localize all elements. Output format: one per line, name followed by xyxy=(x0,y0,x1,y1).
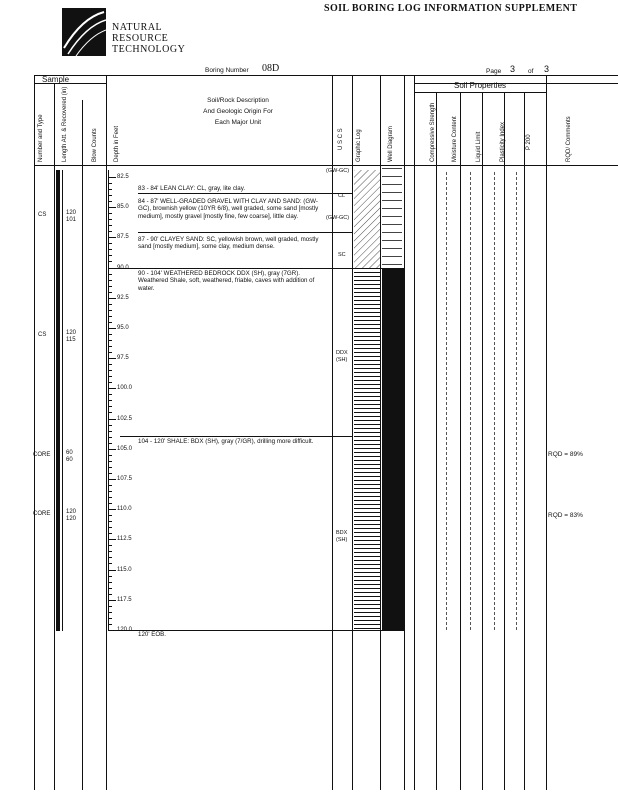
well-upper xyxy=(382,168,402,268)
depth-minor-tick xyxy=(108,563,112,564)
col-line-1 xyxy=(54,83,55,790)
depth-minor-tick xyxy=(108,249,112,250)
depth-label: 100.0 xyxy=(117,385,133,391)
soilprops-underline xyxy=(414,83,618,84)
well-lower xyxy=(382,268,404,630)
depth-minor-tick xyxy=(108,497,112,498)
depth-minor-tick xyxy=(108,557,112,558)
logo-mark xyxy=(62,8,106,56)
depth-minor-tick xyxy=(108,274,112,275)
boundary-87 xyxy=(138,232,352,233)
logo-line-2: RESOURCE xyxy=(112,33,169,44)
blow-counts-header: Blow Counts xyxy=(92,128,98,162)
page-title: SOIL BORING LOG INFORMATION SUPPLEMENT xyxy=(324,3,578,14)
prop-liquid-header: Liquid Limit xyxy=(476,131,482,162)
depth-minor-tick xyxy=(108,618,112,619)
logo-line-1: NATURAL xyxy=(112,22,163,33)
depth-minor-tick xyxy=(108,213,112,214)
logo-line-3: TECHNOLOGY xyxy=(112,44,186,55)
col-line-14 xyxy=(546,75,547,790)
soilprops-box-line xyxy=(414,92,546,93)
depth-minor-tick xyxy=(108,364,112,365)
logo-swoosh-icon xyxy=(62,8,106,56)
desc-weathered-bedrock: 90 - 104' WEATHERED BEDROCK DDX (SH), gray (7GR). Weathered Shale, soft, weathered, friable, caves with addition of water. xyxy=(138,270,315,292)
col-line-6 xyxy=(380,75,381,790)
hatch-pattern-icon xyxy=(354,170,380,268)
well-diagram-header: Well Diagram xyxy=(388,126,394,162)
uscs-gwgc-1: (GW-GC) xyxy=(326,168,350,174)
col-line-8 xyxy=(414,75,415,790)
depth-minor-tick xyxy=(108,467,112,468)
depth-minor-tick xyxy=(108,394,112,395)
depth-tick xyxy=(108,237,116,238)
depth-tick xyxy=(108,539,116,540)
depth-minor-tick xyxy=(108,461,112,462)
depth-minor-tick xyxy=(108,485,112,486)
boundary-104 xyxy=(120,436,352,437)
depth-minor-tick xyxy=(108,183,112,184)
desc-eob: 120' EOB. xyxy=(138,631,167,638)
depth-tick xyxy=(108,479,116,480)
prop-trace-3 xyxy=(494,172,495,630)
prop-trace-4 xyxy=(516,172,517,630)
depth-minor-tick xyxy=(108,316,112,317)
sample-4-number: CORE xyxy=(33,511,51,517)
boundary-120 xyxy=(108,630,404,631)
boring-label: Boring Number xyxy=(205,67,249,74)
depth-minor-tick xyxy=(108,255,112,256)
sample-3-length: 60 xyxy=(66,450,73,456)
uscs-gwgc-2: (GW-GC) xyxy=(326,215,350,221)
col-line-2 xyxy=(82,100,83,790)
desc-gravel: 84 - 87' WELL-GRADED GRAVEL WITH CLAY AND SAND: (GW-GC), brownish yellow (10YR 6/8), well graded, some sand [mostly medium], mostly gravel [mostly fine, few coarse], little clay. xyxy=(138,198,319,220)
sample-1-length: 120 xyxy=(66,210,77,216)
depth-minor-tick xyxy=(108,376,112,377)
depth-label: 87.5 xyxy=(117,234,129,240)
depth-minor-tick xyxy=(108,515,112,516)
depth-label: 105.0 xyxy=(117,446,133,452)
depth-minor-tick xyxy=(108,280,112,281)
depth-minor-tick xyxy=(108,425,112,426)
depth-minor-tick xyxy=(108,370,112,371)
depth-label: 102.5 xyxy=(117,416,133,422)
depth-label: 115.0 xyxy=(117,567,132,573)
logo-text xyxy=(112,22,185,55)
sample-4-recovered: 120 xyxy=(66,516,77,522)
col-line-11 xyxy=(482,92,483,790)
depth-minor-tick xyxy=(108,261,112,262)
sample-bar-edge xyxy=(62,170,63,631)
depth-minor-tick xyxy=(108,292,112,293)
depth-minor-tick xyxy=(108,527,112,528)
depth-label: 82.5 xyxy=(117,174,129,180)
sample-3-recovered: 60 xyxy=(66,457,73,463)
boundary-84 xyxy=(138,193,352,194)
depth-minor-tick xyxy=(108,219,112,220)
uscs-bdx: BDX (SH) xyxy=(336,530,348,543)
depth-label: 92.5 xyxy=(117,295,129,301)
sample-bar xyxy=(56,170,60,631)
depth-minor-tick xyxy=(108,443,112,444)
depth-minor-tick xyxy=(108,491,112,492)
depth-minor-tick xyxy=(108,533,112,534)
rqd-2: RQD = 83% xyxy=(548,512,583,519)
sample-2-length: 120 xyxy=(66,330,77,336)
graphic-log-header: Graphic Log xyxy=(356,129,362,162)
length-recovered-header: Length Att. & Recovered (in) xyxy=(62,86,68,162)
depth-minor-tick xyxy=(108,576,112,577)
depth-tick xyxy=(108,177,116,178)
depth-minor-tick xyxy=(108,201,112,202)
uscs-sc: SC xyxy=(338,252,346,258)
depth-label: 120.0 xyxy=(117,627,133,633)
prop-trace-1 xyxy=(446,172,447,630)
depth-tick xyxy=(108,570,116,571)
depth-label: 95.0 xyxy=(117,325,129,331)
depth-label: 97.5 xyxy=(117,355,129,361)
graphic-log-shale xyxy=(354,268,380,630)
rqd-header: RQD/ Comments xyxy=(566,116,572,162)
depth-minor-tick xyxy=(108,310,112,311)
col-line-0 xyxy=(34,75,35,790)
depth-label: 110.0 xyxy=(117,506,132,512)
depth-minor-tick xyxy=(108,225,112,226)
depth-label: 112.5 xyxy=(117,536,132,542)
col-line-3 xyxy=(106,75,107,790)
depth-minor-tick xyxy=(108,340,112,341)
depth-tick xyxy=(108,328,116,329)
desc-lean-clay: 83 - 84' LEAN CLAY: CL, gray, lite clay. xyxy=(138,185,246,192)
depth-label: 90.0 xyxy=(117,265,129,271)
header-bottom-line xyxy=(34,165,618,166)
depth-minor-tick xyxy=(108,400,112,401)
soil-properties-header: Soil Properties xyxy=(454,81,507,90)
depth-label: 85.0 xyxy=(117,204,129,210)
uscs-cl: CL xyxy=(338,193,346,199)
col-line-5 xyxy=(352,75,353,790)
prop-compressive-header: Compressive Strength xyxy=(430,102,436,162)
depth-minor-tick xyxy=(108,322,112,323)
sample-2-number: CS xyxy=(38,332,47,338)
depth-minor-tick xyxy=(108,382,112,383)
desc-header-1: Soil/Rock Description xyxy=(207,97,269,104)
depth-minor-tick xyxy=(108,243,112,244)
depth-minor-tick xyxy=(108,189,112,190)
depth-minor-tick xyxy=(108,437,112,438)
depth-tick xyxy=(108,298,116,299)
depth-minor-tick xyxy=(108,545,112,546)
depth-tick xyxy=(108,449,116,450)
depth-label: 107.5 xyxy=(117,476,133,482)
depth-tick xyxy=(108,419,116,420)
desc-clayey-sand: 87 - 90' CLAYEY SAND: SC, yellowish brown, well graded, mostly sand [mostly medium], some clay, medium dense. xyxy=(138,236,319,251)
depth-minor-tick xyxy=(108,624,112,625)
page-label: Page xyxy=(486,68,502,75)
depth-minor-tick xyxy=(108,412,112,413)
rqd-1: RQD = 89% xyxy=(548,451,583,458)
uscs-ddx: DDX (SH) xyxy=(336,350,348,363)
sample-4-length: 120 xyxy=(66,509,77,515)
depth-label: 117.5 xyxy=(117,597,132,603)
page-of: of xyxy=(528,68,534,75)
desc-header-3: Each Major Unit xyxy=(214,119,262,126)
page-num: 3 xyxy=(510,64,516,74)
description-header xyxy=(168,95,308,128)
depth-minor-tick xyxy=(108,582,112,583)
sample-1-number: CS xyxy=(38,212,47,218)
depth-minor-tick xyxy=(108,334,112,335)
depth-minor-tick xyxy=(108,521,112,522)
col-line-12 xyxy=(504,92,505,790)
col-line-13 xyxy=(524,92,525,790)
depth-minor-tick xyxy=(108,606,112,607)
uscs-header: U S C S xyxy=(338,128,344,150)
depth-minor-tick xyxy=(108,551,112,552)
prop-p200-header: P 200 xyxy=(526,134,532,150)
depth-tick xyxy=(108,509,116,510)
sample-1-recovered: 101 xyxy=(66,217,77,223)
col-line-7 xyxy=(404,75,405,790)
col-line-9 xyxy=(436,92,437,790)
depth-minor-tick xyxy=(108,406,112,407)
depth-tick xyxy=(108,207,116,208)
depth-minor-tick xyxy=(108,431,112,432)
depth-minor-tick xyxy=(108,455,112,456)
page-total: 3 xyxy=(544,64,550,74)
desc-shale: 104 - 120' SHALE: BDX (SH), gray (7/GR), drilling more difficult. xyxy=(138,438,314,445)
col-line-10 xyxy=(460,92,461,790)
depth-minor-tick xyxy=(108,473,112,474)
number-type-header: Number and Type xyxy=(38,114,44,162)
sample-3-number: CORE xyxy=(33,452,51,458)
depth-minor-tick xyxy=(108,286,112,287)
boring-number: 08D xyxy=(262,63,280,74)
depth-minor-tick xyxy=(108,304,112,305)
prop-plasticity-header: Plasticity Index xyxy=(500,121,506,162)
depth-minor-tick xyxy=(108,346,112,347)
header-top-line xyxy=(34,75,618,76)
depth-minor-tick xyxy=(108,588,112,589)
depth-tick xyxy=(108,600,116,601)
prop-trace-2 xyxy=(470,172,471,630)
depth-minor-tick xyxy=(108,503,112,504)
depth-tick xyxy=(108,388,116,389)
graphic-log-soil xyxy=(354,170,380,268)
depth-minor-tick xyxy=(108,195,112,196)
sample-2-recovered: 115 xyxy=(66,337,76,343)
depth-minor-tick xyxy=(108,594,112,595)
depth-minor-tick xyxy=(108,352,112,353)
prop-moisture-header: Moisture Content xyxy=(452,116,458,162)
depth-tick xyxy=(108,358,116,359)
depth-minor-tick xyxy=(108,612,112,613)
desc-header-2: And Geologic Origin For xyxy=(203,108,273,115)
col-line-4 xyxy=(332,75,333,790)
sample-header: Sample xyxy=(42,75,70,84)
depth-header: Depth in Feet xyxy=(114,125,120,162)
depth-minor-tick xyxy=(108,231,112,232)
